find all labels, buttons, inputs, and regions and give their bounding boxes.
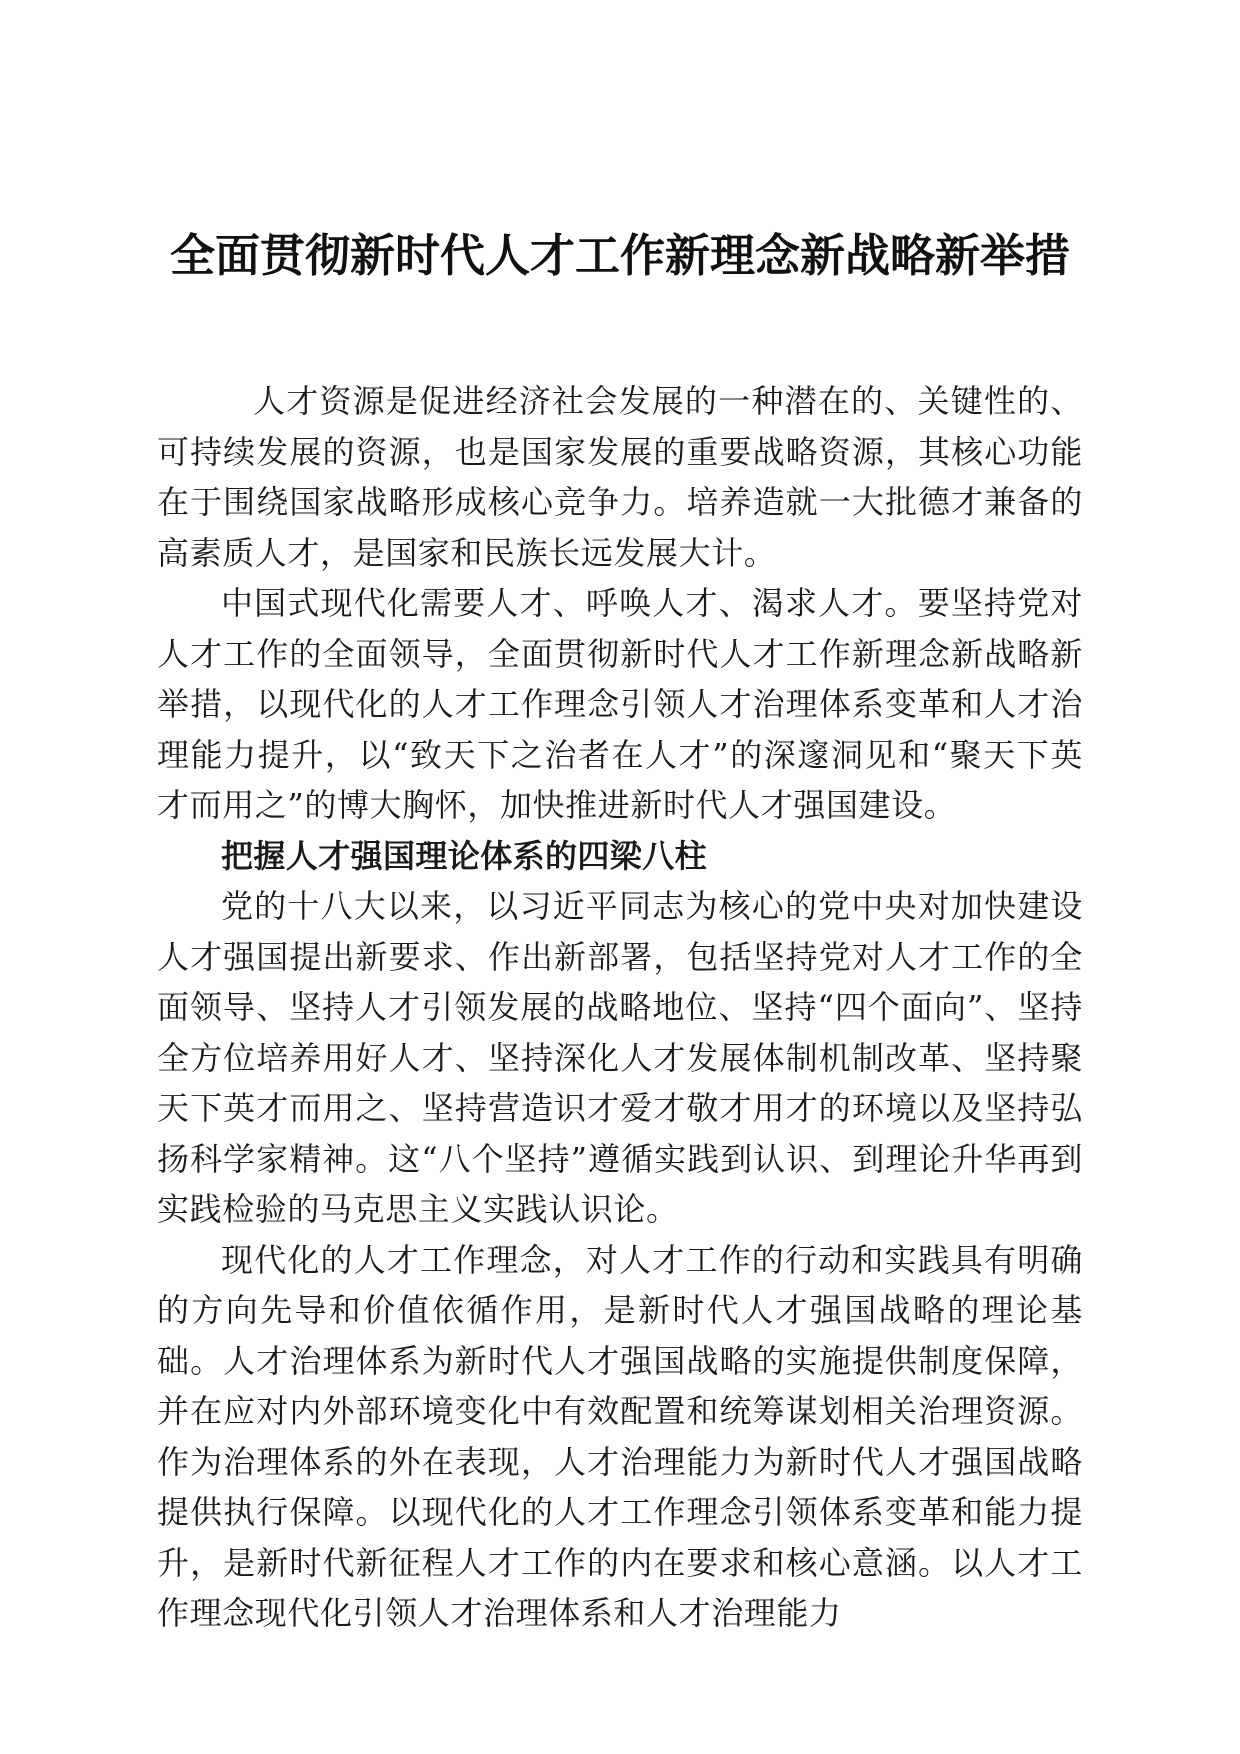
document-title: 全面贯彻新时代人才工作新理念新战略新举措 — [169, 229, 1070, 282]
paragraph-eight-principles: 党的十八大以来，以习近平同志为核心的党中央对加快建设人才强国提出新要求、作出新部署，包括坚持党对人才工作的全面领导、坚持人才引领发展的战略地位、坚持“四个面向”、坚持全方位培养用好人才、坚持深化人才发展体制机制改革、坚持聚天下英才而用之、坚持营造识才爱才敬才用才的环境以及坚持弘扬科学家精神。这“八个坚持”遵循实践到认识、到理论升华再到实践检验的马克思主义实践认识论。 — [157, 887, 1083, 1228]
document-body — [157, 376, 1083, 1639]
paragraph-intro: 人才资源是促进经济社会发展的一种潜在的、关键性的、可持续发展的资源，也是国家发展的重要战略资源，其核心功能在于围绕国家战略形成核心竞争力。培养造就一大批德才兼备的高素质人才，是国家和民族长远发展大计。 — [157, 382, 1083, 572]
paragraph-modernization: 中国式现代化需要人才、呼唤人才、渴求人才。要坚持党对人才工作的全面领导，全面贯彻新时代人才工作新理念新战略新举措，以现代化的人才工作理念引领人才治理体系变革和人才治理能力提升，以“致天下之治者在人才”的深邃洞见和“聚天下英才而用之”的博大胸怀，加快推进新时代人才强国建设。 — [157, 584, 1083, 824]
section-heading: 把握人才强国理论体系的四梁八柱 — [221, 836, 708, 875]
paragraph-governance: 现代化的人才工作理念，对人才工作的行动和实践具有明确的方向先导和价值依循作用，是新时代人才强国战略的理论基础。人才治理体系为新时代人才强国战略的实施提供制度保障，并在应对内外部环境变化中有效配置和统筹谋划相关治理资源。作为治理体系的外在表现，人才治理能力为新时代人才强国战略提供执行保障。以现代化的人才工作理念引领体系变革和能力提升，是新时代新征程人才工作的内在要求和核心意涵。以人才工作理念现代化引领人才治理体系和人才治理能力 — [157, 1240, 1083, 1632]
